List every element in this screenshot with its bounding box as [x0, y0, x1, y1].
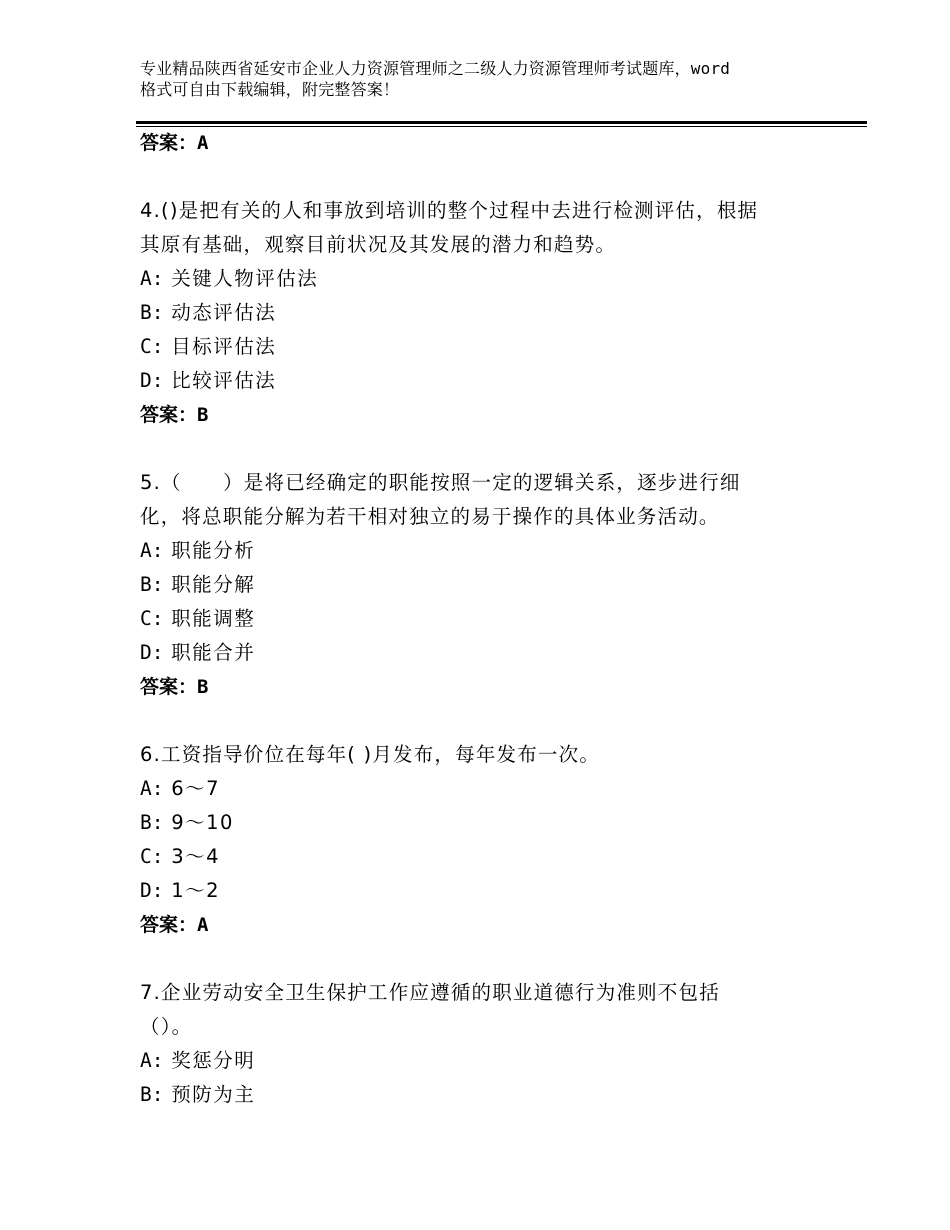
question-line: （）。	[140, 1015, 193, 1038]
option-text: 1～2	[171, 879, 221, 902]
question-line: 4.()是把有关的人和事放到培训的整个过程中去进行检测评估，根据	[140, 199, 759, 222]
question-4	[140, 194, 840, 432]
question-6	[140, 738, 840, 942]
question-line: 7.企业劳动安全卫生保护工作应遵循的职业道德行为准则不包括	[140, 981, 720, 1004]
option-c	[140, 840, 840, 874]
option-letter: C:	[140, 845, 164, 868]
option-letter: B:	[140, 811, 164, 834]
option-letter: C:	[140, 335, 164, 358]
question-text	[140, 976, 800, 1044]
answer-label: 答案：	[140, 404, 198, 426]
option-b	[140, 1078, 840, 1112]
option-a	[140, 262, 840, 296]
answer-value: A	[197, 914, 209, 936]
option-b	[140, 806, 840, 840]
answer-label: 答案：	[140, 676, 198, 698]
option-text: 关键人物评估法	[171, 267, 319, 290]
option-a	[140, 534, 840, 568]
option-letter: A:	[140, 267, 164, 290]
option-d	[140, 364, 840, 398]
option-c	[140, 330, 840, 364]
question-7	[140, 976, 840, 1112]
question-line: 5.（ ）是将已经确定的职能按照一定的逻辑关系，逐步进行细	[140, 471, 741, 494]
option-b	[140, 568, 840, 602]
option-text: 职能合并	[171, 641, 256, 664]
option-text: 9～10	[171, 811, 234, 834]
option-text: 奖惩分明	[171, 1049, 256, 1072]
header-line-2: 格式可自由下载编辑，附完整答案！	[140, 80, 400, 99]
answer-line	[140, 670, 840, 704]
option-text: 动态评估法	[171, 301, 277, 324]
option-letter: D:	[140, 879, 164, 902]
option-letter: D:	[140, 641, 164, 664]
option-letter: D:	[140, 369, 164, 392]
answer-value: B	[197, 676, 209, 698]
option-d	[140, 636, 840, 670]
option-b	[140, 296, 840, 330]
option-text: 比较评估法	[171, 369, 277, 392]
option-letter: B:	[140, 573, 164, 596]
option-a	[140, 1044, 840, 1078]
question-line: 其原有基础，观察目前状况及其发展的潜力和趋势。	[140, 233, 617, 256]
question-line: 6.工资指导价位在每年( )月发布，每年发布一次。	[140, 743, 601, 766]
option-letter: B:	[140, 301, 164, 324]
option-text: 职能调整	[171, 607, 256, 630]
option-text: 职能分析	[171, 539, 256, 562]
option-letter: B:	[140, 1083, 164, 1106]
answer-value: A	[197, 132, 209, 154]
option-a	[140, 772, 840, 806]
answer-line	[140, 908, 840, 942]
question-text	[140, 466, 800, 534]
option-d	[140, 874, 840, 908]
answer-label: 答案：	[140, 914, 198, 936]
question-list	[140, 126, 840, 1112]
answer-line-q3	[140, 126, 840, 160]
header-line-1: 专业精品陕西省延安市企业人力资源管理师之二级人力资源管理师考试题库，word	[140, 59, 731, 78]
option-text: 预防为主	[171, 1083, 256, 1106]
header-rule-thick	[136, 121, 867, 124]
question-text	[140, 194, 800, 262]
option-letter: C:	[140, 607, 164, 630]
option-c	[140, 602, 840, 636]
question-5	[140, 466, 840, 704]
option-text: 职能分解	[171, 573, 256, 596]
option-text: 目标评估法	[171, 335, 277, 358]
option-text: 6～7	[171, 777, 221, 800]
answer-label: 答案：	[140, 132, 198, 154]
option-letter: A:	[140, 539, 164, 562]
answer-line	[140, 398, 840, 432]
option-text: 3～4	[171, 845, 221, 868]
question-text	[140, 738, 800, 772]
option-letter: A:	[140, 777, 164, 800]
question-line: 化，将总职能分解为若干相对独立的易于操作的具体业务活动。	[140, 505, 720, 528]
document-header	[140, 58, 840, 100]
answer-value: B	[197, 404, 209, 426]
option-letter: A:	[140, 1049, 164, 1072]
